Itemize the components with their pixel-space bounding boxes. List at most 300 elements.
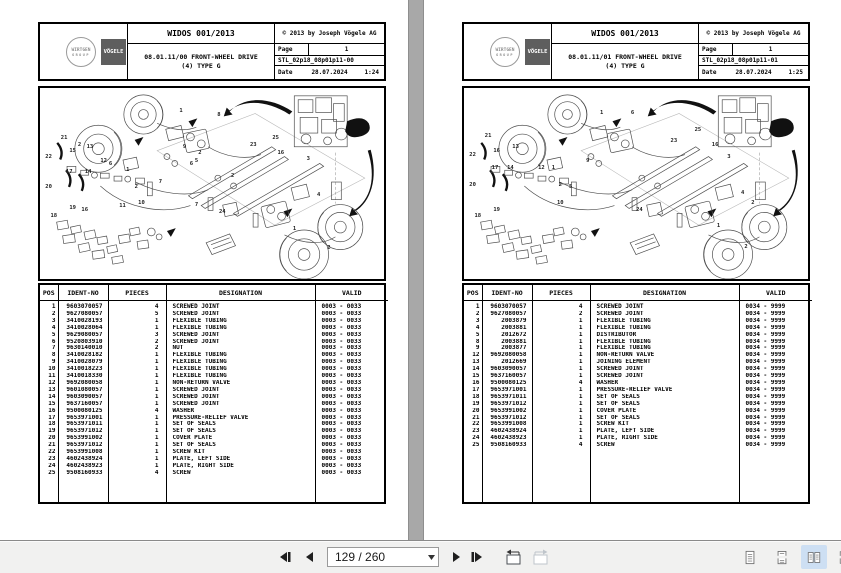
table-cell: 9603090057 [482, 366, 532, 373]
table-row [40, 394, 388, 401]
two-page-view-button[interactable] [801, 545, 827, 569]
table-cell: 1 [532, 428, 590, 435]
table-cell: 1 [532, 394, 590, 401]
page-label: Page [275, 44, 309, 55]
table-cell: 1 [532, 366, 590, 373]
table-cell: 0034 - 9999 [745, 317, 786, 324]
table-cell: 9653971012 [58, 442, 108, 449]
callout-number: 2 [558, 182, 562, 189]
table-cell: 9629080057 [58, 332, 108, 339]
table-row [464, 301, 812, 311]
table-cell: 13 [40, 387, 58, 394]
table-cell: 8 [40, 352, 58, 359]
pdf-page-right [424, 0, 841, 540]
table-row [40, 380, 388, 387]
table-cell: 1 [108, 318, 166, 325]
callout-number: 23 [249, 142, 257, 149]
section-title: 08.01.11/01 FRONT-WHEEL DRIVE (4) TYPE G [568, 52, 682, 70]
table-cell: 9500080125 [482, 380, 532, 387]
table-row [40, 435, 388, 442]
table-cell: 1 [532, 318, 590, 325]
table-row [464, 359, 812, 366]
table-cell: 17 [464, 387, 482, 394]
callout-number: 4 [740, 190, 745, 197]
table-cell: 4 [40, 325, 58, 332]
table-cell: 3410028064 [58, 325, 108, 332]
table-cell: 3410018330 [58, 373, 108, 380]
table-row [464, 435, 812, 442]
table-row [464, 401, 812, 408]
table-cell: 1 [532, 325, 590, 332]
voegele-logo [525, 39, 550, 65]
callout-number: 2 [751, 199, 755, 206]
table-row [40, 359, 388, 366]
table-cell: 2 [108, 339, 166, 346]
callout-number: 5 [194, 157, 199, 164]
table-cell: SET OF SEALS [590, 401, 739, 408]
table-cell: 1 [40, 301, 58, 311]
table-cell: 19 [464, 401, 482, 408]
table-cell: SCREWED JOINT [166, 387, 315, 394]
table-cell: 0003 - 0033 [321, 428, 362, 435]
table-cell: 1 [532, 373, 590, 380]
table-cell: 9520803910 [58, 339, 108, 346]
callout-number: 4 [316, 191, 321, 198]
table-cell: 1 [532, 352, 590, 359]
copyright: © 2013 by Joseph Vögele AG [699, 24, 808, 44]
table-cell: 1 [532, 408, 590, 415]
table-cell: 2 [532, 311, 590, 318]
table-cell: 8 [464, 339, 482, 346]
doc-title: WIDOS 001/2013 [128, 24, 274, 44]
callout-number: 2 [744, 243, 748, 250]
table-filler-row [40, 477, 388, 502]
table-cell: 1 [108, 435, 166, 442]
single-page-view-button[interactable] [737, 545, 763, 569]
table-cell: 1 [108, 380, 166, 387]
table-cell: PRESSURE-RELIEF VALVE [590, 387, 739, 394]
table-row [40, 345, 388, 352]
callout-number: 3 [727, 153, 731, 160]
table-row [40, 456, 388, 463]
table-cell: 2003877 [482, 345, 532, 352]
table-cell: SCREW [166, 470, 315, 477]
callout-number: 10 [557, 199, 564, 206]
table-cell: PLATE, RIGHT SIDE [590, 435, 739, 442]
table-cell: 17 [40, 415, 58, 422]
table-cell: 2012669 [482, 359, 532, 366]
table-cell: 0003 - 0033 [321, 386, 362, 393]
callout-number: 15 [69, 148, 76, 155]
callout-number: 20 [469, 182, 476, 189]
table-row [464, 408, 812, 415]
page-dropdown-arrow-icon[interactable] [424, 555, 438, 560]
next-page-button[interactable] [449, 549, 464, 565]
table-row [40, 318, 388, 325]
callout-number: 1 [179, 107, 183, 114]
table-cell: 9508160933 [58, 470, 108, 477]
table-cell: 0003 - 0033 [321, 400, 362, 407]
table-cell: 9630140010 [58, 345, 108, 352]
table-cell: 19 [40, 428, 58, 435]
previous-view-button[interactable] [500, 547, 525, 568]
callout-number: 22 [469, 151, 476, 158]
table-cell: 21 [40, 442, 58, 449]
callout-number: 6 [189, 161, 194, 168]
table-cell: 9653971001 [482, 387, 532, 394]
callout-number: 23 [670, 138, 678, 145]
callout-number: 6 [630, 109, 635, 116]
table-cell: 1 [108, 401, 166, 408]
logo-text: VÖGELE [103, 49, 124, 55]
callout-number: 6 [108, 161, 113, 168]
table-cell: 0034 - 9999 [745, 324, 786, 331]
table-cell: 1 [108, 415, 166, 422]
table-cell: 9653991002 [482, 408, 532, 415]
copyright: © 2013 by Joseph Vögele AG [275, 24, 384, 44]
two-page-continuous-view-button[interactable] [833, 545, 841, 569]
table-row [464, 421, 812, 428]
table-cell: 3410018223 [58, 366, 108, 373]
table-cell: 16 [464, 380, 482, 387]
table-cell: 3410028182 [58, 352, 108, 359]
diagram-sketch [464, 88, 808, 279]
table-cell: 25 [40, 470, 58, 477]
callout-number: 17 [65, 169, 73, 176]
callout-number: 11 [119, 203, 126, 210]
table-cell: 20 [40, 435, 58, 442]
column-header: POS [464, 285, 482, 301]
table-cell: 13 [464, 359, 482, 366]
table-cell: 0034 - 9999 [745, 379, 786, 386]
next-view-icon [531, 549, 552, 566]
table-cell: SET OF SEALS [590, 415, 739, 422]
callout-number: 20 [45, 184, 52, 191]
table-cell: 9653971012 [482, 401, 532, 408]
callout-number: 25 [694, 127, 702, 134]
table-cell: 18 [464, 394, 482, 401]
table-row [464, 366, 812, 373]
column-header: VALID [315, 285, 388, 301]
table-cell: 0034 - 9999 [745, 435, 786, 442]
table-cell: NON-RETURN VALVE [590, 352, 739, 359]
table-cell: 0003 - 0033 [321, 331, 362, 338]
date-label: Date [702, 69, 717, 76]
table-cell: 9601080057 [58, 387, 108, 394]
callout-number: 1 [292, 226, 297, 233]
table-cell: 6 [40, 339, 58, 346]
page-number-value: 129 / 260 [335, 550, 386, 564]
callout-number: 5 [568, 184, 573, 191]
table-cell: 1 [108, 373, 166, 380]
table-row [40, 470, 388, 477]
table-cell: COVER PLATE [590, 408, 739, 415]
table-cell: NUT [166, 345, 315, 352]
table-header-row [464, 285, 812, 301]
table-cell: 1 [532, 332, 590, 339]
table-cell: 0003 - 0033 [321, 310, 362, 317]
table-cell: 1 [532, 401, 590, 408]
callout-number: 19 [69, 205, 76, 212]
callout-number: 2 [327, 245, 331, 252]
table-row [40, 301, 388, 311]
callout-number: 24 [636, 207, 643, 214]
parts-table-right [462, 283, 810, 504]
table-cell: 1 [108, 449, 166, 456]
table-cell: 2003879 [482, 318, 532, 325]
table-cell: 3410028193 [58, 318, 108, 325]
table-row [464, 394, 812, 401]
table-cell: 9 [464, 345, 482, 352]
table-cell: 20 [464, 408, 482, 415]
previous-view-icon [502, 549, 523, 566]
table-cell: SET OF SEALS [590, 394, 739, 401]
table-cell: 22 [40, 449, 58, 456]
table-cell: 15 [40, 401, 58, 408]
table-row [464, 387, 812, 394]
document-code: STL_02p18_08p01p11-00 [275, 56, 384, 66]
table-cell: 9637160057 [58, 401, 108, 408]
table-row [464, 352, 812, 359]
table-cell: 0034 - 9999 [745, 338, 786, 345]
table-cell: 7 [40, 345, 58, 352]
table-cell: 0003 - 0033 [321, 345, 362, 352]
previous-page-button[interactable] [302, 549, 317, 565]
table-cell: 1 [532, 345, 590, 352]
table-cell: NON-RETURN VALVE [166, 380, 315, 387]
table-cell: 2003881 [482, 325, 532, 332]
table-cell: 1 [108, 442, 166, 449]
callout-number: 7 [158, 178, 163, 185]
table-row [464, 415, 812, 422]
table-cell: 23 [464, 428, 482, 435]
callout-number: 24 [219, 209, 226, 216]
callout-number: 17 [491, 165, 499, 172]
table-row [40, 373, 388, 380]
callout-number: 2 [198, 149, 202, 156]
table-cell: 4 [464, 325, 482, 332]
column-header: PIECES [532, 285, 590, 301]
table-cell: FLEXIBLE TUBING [166, 359, 315, 366]
table-cell: 0034 - 9999 [745, 386, 786, 393]
table-row [464, 339, 812, 346]
table-cell: 0003 - 0033 [321, 462, 362, 469]
table-cell: WASHER [166, 408, 315, 415]
table-row [40, 352, 388, 359]
table-cell: 0003 - 0033 [321, 393, 362, 400]
table-cell: 0034 - 9999 [745, 373, 786, 380]
table-cell: DISTRIBUTOR [590, 332, 739, 339]
callout-number: 22 [45, 153, 52, 160]
table-row [40, 332, 388, 339]
table-row [40, 421, 388, 428]
table-cell: 9692080058 [482, 352, 532, 359]
table-cell: 9653971012 [482, 415, 532, 422]
column-header: VALID [739, 285, 812, 301]
table-cell: 18 [40, 421, 58, 428]
table-cell: 0003 - 0033 [321, 352, 362, 359]
parts-table-left [38, 283, 386, 504]
table-cell: 4 [532, 301, 590, 311]
table-cell: 1 [108, 387, 166, 394]
table-row [464, 311, 812, 318]
table-row [40, 311, 388, 318]
table-cell: 9 [40, 359, 58, 366]
table-row [40, 463, 388, 470]
table-cell: 24 [40, 463, 58, 470]
table-cell: FLEXIBLE TUBING [166, 325, 315, 332]
table-cell: FLEXIBLE TUBING [590, 325, 739, 332]
table-cell: 9500080125 [58, 408, 108, 415]
table-cell: 1 [108, 456, 166, 463]
table-cell: 1 [532, 415, 590, 422]
table-cell: 0034 - 9999 [745, 400, 786, 407]
page-gap [408, 0, 424, 540]
table-row [40, 325, 388, 332]
table-cell: 9627080057 [58, 311, 108, 318]
table-cell: 0034 - 9999 [745, 331, 786, 338]
table-row [464, 428, 812, 435]
table-cell: 1 [108, 463, 166, 470]
table-cell: 0003 - 0033 [321, 469, 362, 476]
table-cell: 23 [40, 456, 58, 463]
table-filler-row [464, 449, 812, 502]
table-cell: 0003 - 0033 [321, 366, 362, 373]
table-cell: PRESSURE-RELIEF VALVE [166, 415, 315, 422]
table-cell: 9603070057 [482, 301, 532, 311]
table-cell: 0034 - 9999 [745, 421, 786, 428]
document-code: STL_02p18_08p01p11-01 [699, 56, 808, 66]
table-row [40, 339, 388, 346]
table-cell: 9653971012 [58, 428, 108, 435]
table-cell: FLEXIBLE TUBING [590, 318, 739, 325]
table-cell: SCREWED JOINT [590, 311, 739, 318]
last-page-button[interactable] [468, 549, 486, 565]
column-header: DESIGNATION [166, 285, 315, 301]
callout-number: 16 [711, 142, 719, 149]
table-cell: 0034 - 9999 [745, 407, 786, 414]
table-cell: 0034 - 9999 [745, 310, 786, 317]
table-row [464, 442, 812, 449]
table-cell: 9692080058 [58, 380, 108, 387]
page-value: 1 [768, 46, 773, 53]
table-cell: SCREW KIT [166, 449, 315, 456]
table-row [40, 366, 388, 373]
callout-number: 1 [126, 167, 130, 174]
next-view-button[interactable] [529, 547, 554, 568]
table-cell: 15 [464, 373, 482, 380]
table-cell: 1 [108, 394, 166, 401]
table-cell: 1 [108, 421, 166, 428]
logo-text: GROUP [71, 52, 91, 57]
table-cell: SCREWED JOINT [590, 301, 739, 311]
table-cell: 1 [532, 339, 590, 346]
table-cell: 0003 - 0033 [321, 407, 362, 414]
table-row [40, 449, 388, 456]
table-cell: 9508160933 [482, 442, 532, 449]
callout-number: 8 [217, 111, 221, 118]
table-cell: 0003 - 0033 [321, 414, 362, 421]
column-header: DESIGNATION [590, 285, 739, 301]
table-cell: 0003 - 0033 [321, 379, 362, 386]
table-cell: WASHER [590, 380, 739, 387]
callout-number: 21 [60, 134, 68, 141]
table-cell: SCREWED JOINT [590, 373, 739, 380]
pdf-page-left [0, 0, 408, 540]
callout-number: 13 [512, 144, 519, 151]
table-cell: FLEXIBLE TUBING [590, 345, 739, 352]
table-cell: SET OF SEALS [166, 421, 315, 428]
table-cell: 9627080057 [482, 311, 532, 318]
table-cell: 4 [532, 442, 590, 449]
callout-number: 12 [538, 165, 545, 172]
page-number-combobox[interactable] [327, 547, 439, 567]
table-cell: 0003 - 0033 [321, 455, 362, 462]
table-cell: 25 [464, 442, 482, 449]
time-value: 1:25 [788, 69, 803, 76]
table-cell: 2 [108, 345, 166, 352]
table-cell: 1 [532, 387, 590, 394]
table-cell: 5 [108, 311, 166, 318]
table-cell: 0003 - 0033 [321, 442, 362, 449]
table-cell: 9653991002 [58, 435, 108, 442]
callout-number: 19 [493, 207, 500, 214]
first-page-button[interactable] [276, 549, 294, 565]
table-cell: 14 [40, 394, 58, 401]
callout-number: 1 [551, 165, 556, 172]
table-cell: 9653991008 [482, 421, 532, 428]
column-header: PIECES [108, 285, 166, 301]
first-page-icon [278, 551, 292, 563]
table-cell: FLEXIBLE TUBING [166, 373, 315, 380]
table-cell: 9653971011 [58, 421, 108, 428]
table-cell: FLEXIBLE TUBING [166, 366, 315, 373]
two-page-view-icon [807, 549, 821, 566]
table-row [464, 373, 812, 380]
table-cell: 14 [464, 366, 482, 373]
logo-cell [40, 24, 128, 79]
continuous-view-button[interactable] [769, 545, 795, 569]
page-value: 1 [344, 46, 349, 53]
callout-number: 18 [50, 212, 58, 219]
table-cell: 12 [40, 380, 58, 387]
voegele-logo [101, 39, 126, 65]
table-cell: 1 [532, 435, 590, 442]
table-cell: 0034 - 9999 [745, 442, 786, 449]
table-cell: 0003 - 0033 [321, 303, 362, 310]
table-row [40, 442, 388, 449]
column-header: POS [40, 285, 58, 301]
callout-number: 16 [277, 149, 285, 156]
table-row [464, 380, 812, 387]
callout-number: 25 [272, 134, 279, 141]
exploded-diagram-right [462, 86, 810, 281]
table-cell: 1 [532, 359, 590, 366]
logo-text: GROUP [495, 52, 515, 57]
table-cell: PLATE, RIGHT SIDE [166, 463, 315, 470]
date-value: 28.07.2024 [311, 69, 348, 76]
callout-number: 10 [138, 199, 145, 206]
table-cell: SCREWED JOINT [166, 401, 315, 408]
table-cell: SET OF SEALS [166, 442, 315, 449]
table-cell: 1 [108, 366, 166, 373]
callout-number: 16 [81, 207, 89, 214]
next-page-icon [451, 551, 462, 563]
table-cell: 4 [532, 380, 590, 387]
table-row [40, 415, 388, 422]
callout-number: 3 [306, 155, 310, 162]
table-cell: 3 [108, 332, 166, 339]
